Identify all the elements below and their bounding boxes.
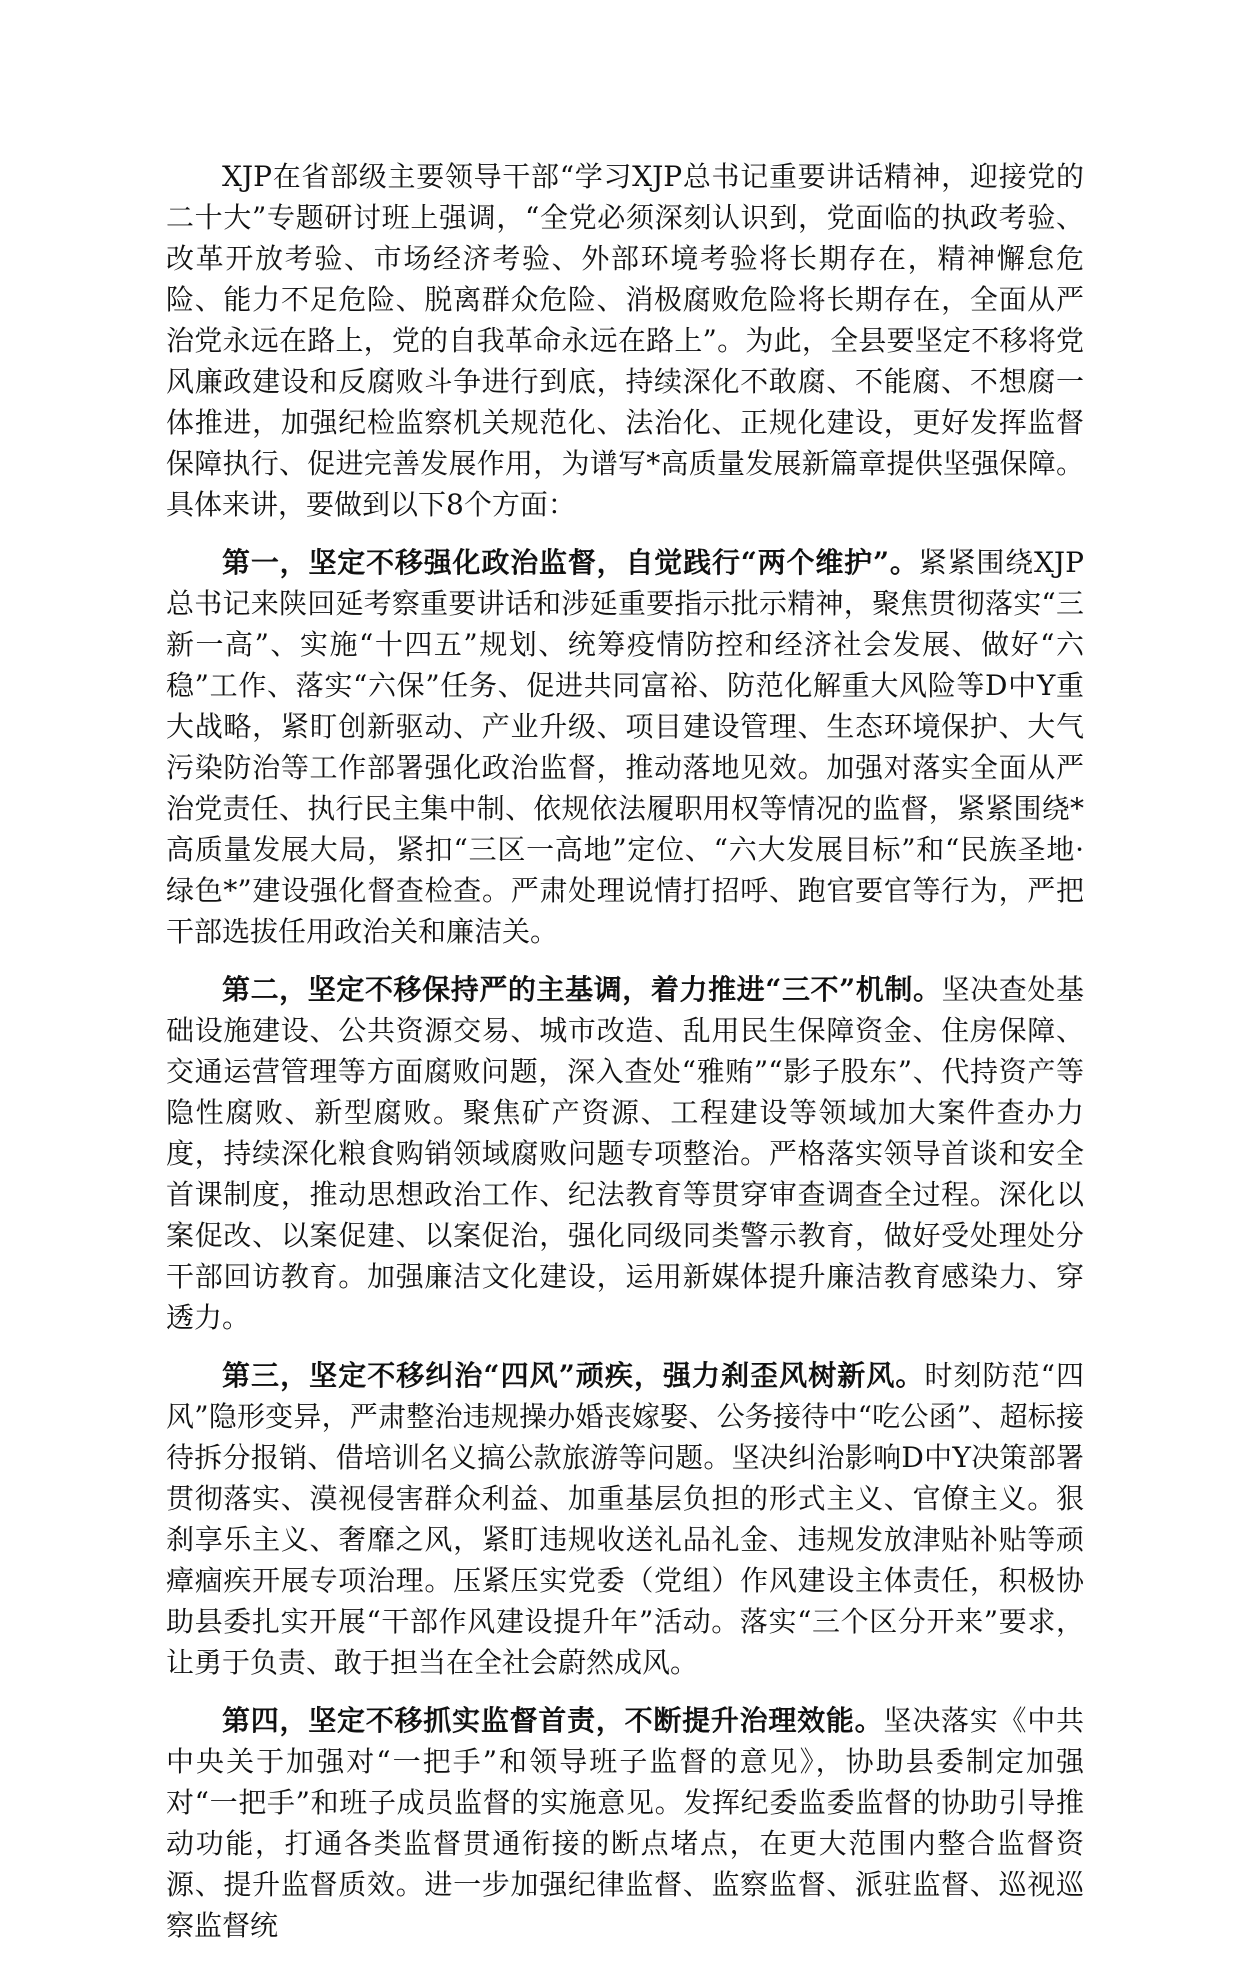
intro-paragraph [166,156,1084,525]
section-two-heading: 第二，坚定不移保持严的主基调，着力推进“三不”机制。 [222,973,942,1006]
section-three-heading: 第三，坚定不移纠治“四风”顽疾，强力刹歪风树新风。 [222,1359,925,1392]
paragraph-text: 时刻防范“四风”隐形变异，严肃整治违规操办婚丧嫁娶、公务接待中“吃公函”、超标接待拆分报销、借培训名义搞公款旅游等问题。坚决纠治影响D中Y决策部署贯彻落实、漠视侵害群众利益、加重基层负担的形式主义、官僚主义。狠刹享乐主义、奢靡之风，紧盯违规收送礼品礼金、违规发放津贴补贴等顽瘴痼疾开展专项治理。压紧压实党委（党组）作风建设主体责任，积极协助县委扎实开展“干部作风建设提升年”活动。落实“三个区分开来”要求，让勇于负责、敢于担当在全社会蔚然成风。 [166,1359,1084,1679]
paragraph-text: 坚决查处基础设施建设、公共资源交易、城市改造、乱用民生保障资金、住房保障、交通运营管理等方面腐败问题，深入查处“雅贿”“影子股东”、代持资产等隐性腐败、新型腐败。聚焦矿产资源、工程建设等领域加大案件查办力度，持续深化粮食购销领域腐败问题专项整治。严格落实领导首谈和安全首课制度，推动思想政治工作、纪法教育等贯穿审查调查全过程。深化以案促改、以案促建、以案促治，强化同级同类警示教育，做好受处理处分干部回访教育。加强廉洁文化建设，运用新媒体提升廉洁教育感染力、穿透力。 [166,973,1084,1334]
paragraph-text: XJP在省部级主要领导干部“学习XJP总书记重要讲话精神，迎接党的二十大”专题研讨班上强调，“全党必须深刻认识到，党面临的执政考验、改革开放考验、市场经济考验、外部环境考验将长期存在，精神懈怠危险、能力不足危险、脱离群众危险、消极腐败危险将长期存在，全面从严治党永远在路上，党的自我革命永远在路上”。为此，全县要坚定不移将党风廉政建设和反腐败斗争进行到底，持续深化不敢腐、不能腐、不想腐一体推进，加强纪检监察机关规范化、法治化、正规化建设，更好发挥监督保障执行、促进完善发展作用，为谱写*高质量发展新篇章提供坚强保障。具体来讲，要做到以下8个方面： [166,160,1084,521]
section-four-heading: 第四，坚定不移抓实监督首责，不断提升治理效能。 [222,1704,884,1737]
paragraph-text: 坚决落实《中共中央关于加强对“一把手”和领导班子监督的意见》，协助县委制定加强对“一把手”和班子成员监督的实施意见。发挥纪委监委监督的协助引导推动功能，打通各类监督贯通衔接的断点堵点，在更大范围内整合监督资源、提升监督质效。进一步加强纪律监督、监察监督、派驻监督、巡视巡察监督统 [166,1704,1084,1942]
section-one-paragraph [166,542,1084,952]
section-one-heading: 第一，坚定不移强化政治监督，自觉践行“两个维护”。 [222,546,919,579]
section-two-paragraph [166,969,1084,1338]
section-four-paragraph [166,1700,1084,1946]
document-body [166,156,1084,1963]
paragraph-text: 紧紧围绕XJP总书记来陕回延考察重要讲话和涉延重要指示批示精神，聚焦贯彻落实“三新一高”、实施“十四五”规划、统筹疫情防控和经济社会发展、做好“六稳”工作、落实“六保”任务、促进共同富裕、防范化解重大风险等D中Y重大战略，紧盯创新驱动、产业升级、项目建设管理、生态环境保护、大气污染防治等工作部署强化政治监督，推动落地见效。加强对落实全面从严治党责任、执行民主集中制、依规依法履职用权等情况的监督，紧紧围绕*高质量发展大局，紧扣“三区一高地”定位、“六大发展目标”和“民族圣地·绿色*”建设强化督查检查。严肃处理说情打招呼、跑官要官等行为，严把干部选拔任用政治关和廉洁关。 [166,546,1084,948]
section-three-paragraph [166,1355,1084,1683]
